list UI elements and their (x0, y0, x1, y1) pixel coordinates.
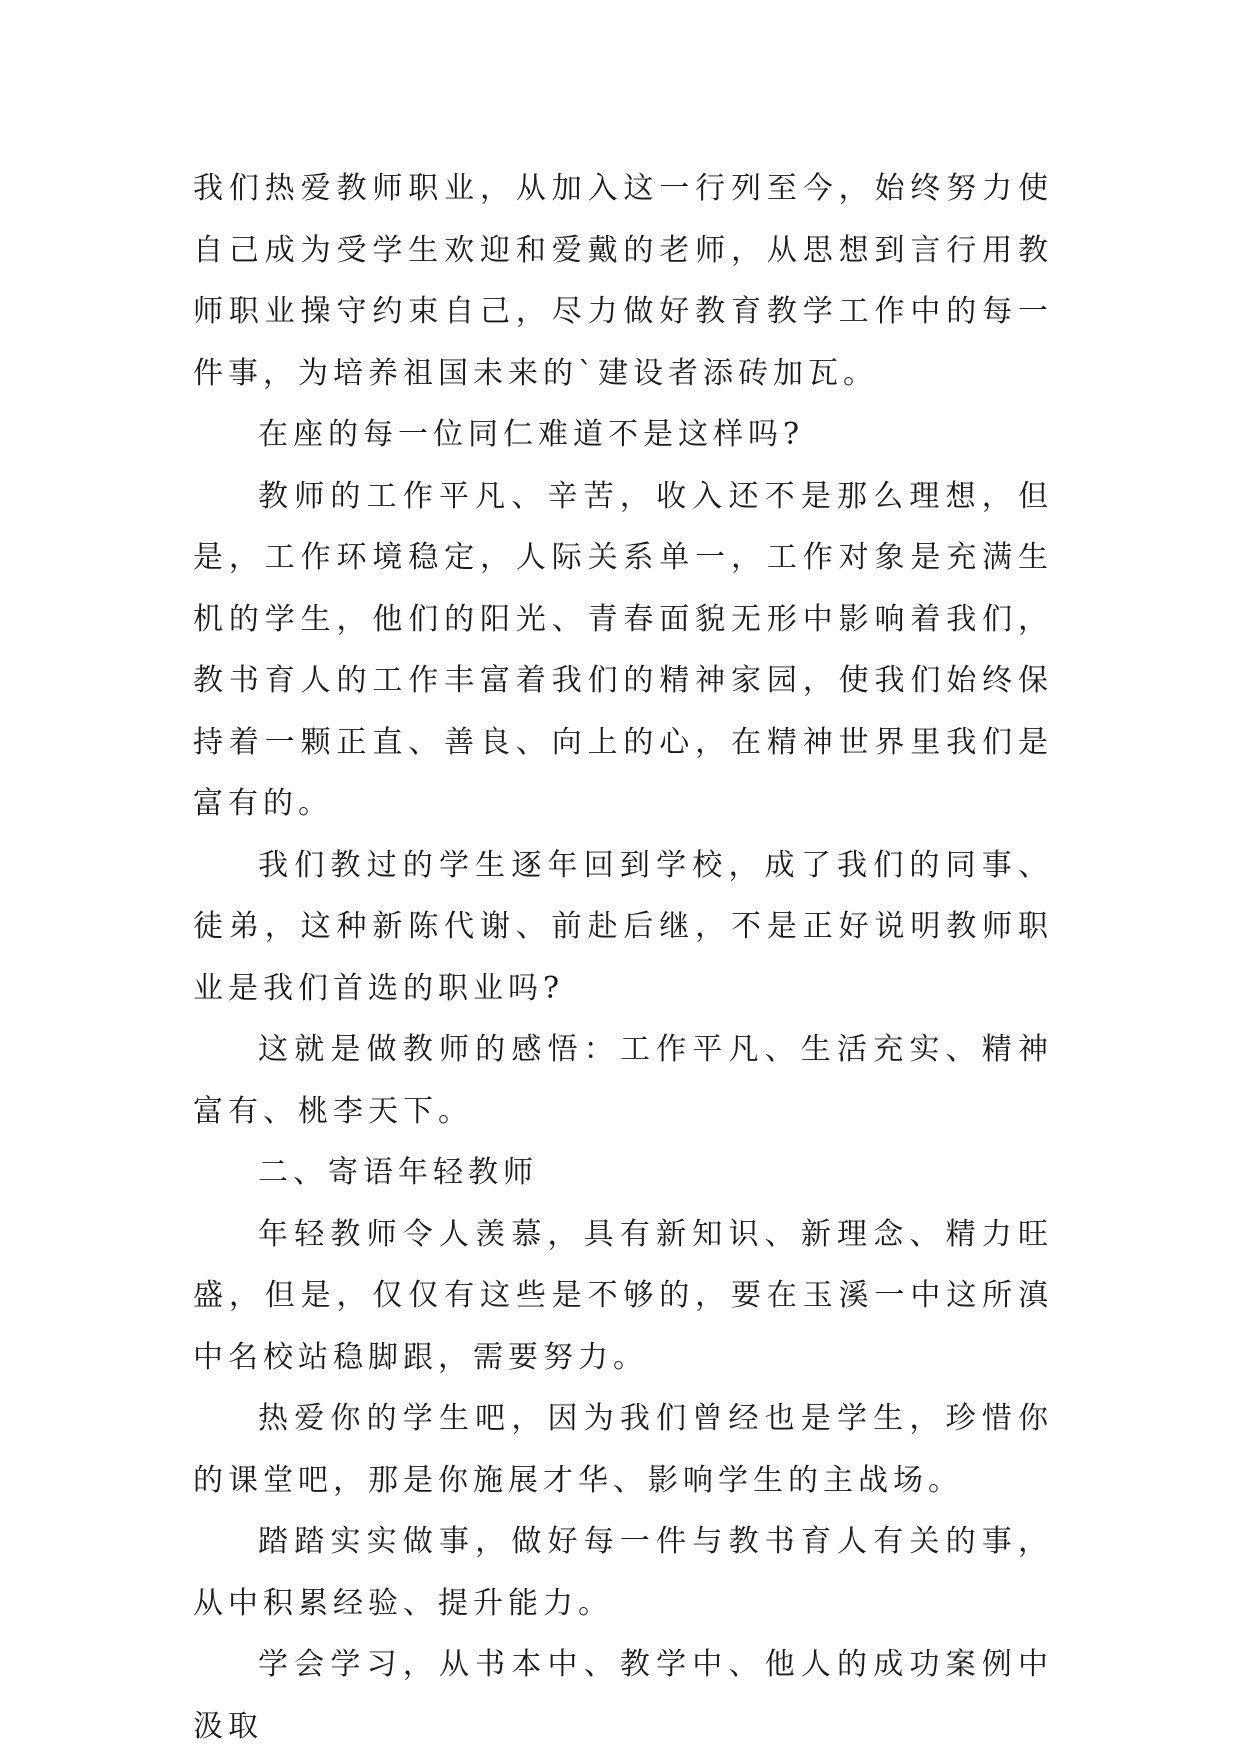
paragraph-2: 在座的每一位同仁难道不是这样吗? (258, 417, 805, 452)
paragraph-10: 学会学习，从书本中、教学中、他人的成功案例中汲取 (193, 1647, 1053, 1744)
paragraph-3: 教师的工作平凡、辛苦，收入还不是那么理想，但是，工作环境稳定，人际关系单一，工作对象是充满生机的学生，他们的阳光、青春面貌无形中影响着我们，教书育人的工作丰富着我们的精神家园，使我们始终保持着一颗正直、善良、向上的心，在精神世界里我们是富有的。 (193, 478, 1053, 821)
paragraph-5: 这就是做教师的感悟：工作平凡、生活充实、精神富有、桃李天下。 (193, 1032, 1053, 1129)
paragraph-1: 我们热爱教师职业，从加入这一行列至今，始终努力使自己成为受学生欢迎和爱戴的老师，从思想到言行用教师职业操守约束自己，尽力做好教育教学工作中的每一件事，为培养祖国未来的`建设者添砖加瓦。 (193, 171, 1053, 391)
section-heading: 二、寄语年轻教师 (258, 1155, 538, 1190)
paragraph-8: 热爱你的学生吧，因为我们曾经也是学生，珍惜你的课堂吧，那是你施展才华、影响学生的主战场。 (193, 1401, 1053, 1498)
document-body (193, 158, 1053, 1757)
paragraph-7: 年轻教师令人羡慕，具有新知识、新理念、精力旺盛，但是，仅仅有这些是不够的，要在玉溪一中这所滇中名校站稳脚跟，需要努力。 (193, 1216, 1053, 1375)
paragraph-4: 我们教过的学生逐年回到学校，成了我们的同事、徒弟，这种新陈代谢、前赴后继，不是正好说明教师职业是我们首选的职业吗? (193, 847, 1053, 1006)
paragraph-9: 踏踏实实做事，做好每一件与教书育人有关的事，从中积累经验、提升能力。 (193, 1524, 1053, 1621)
